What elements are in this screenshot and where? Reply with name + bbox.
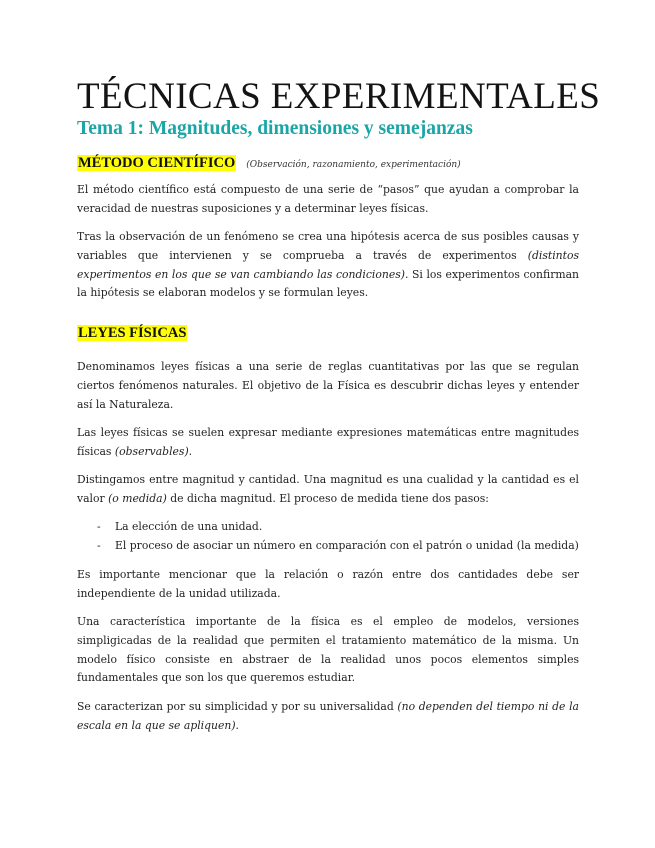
list-item-text: La elección de una unidad. <box>115 520 263 533</box>
list-item <box>77 537 579 556</box>
paragraph-leyes-5: Una característica importante de la física es el empleo de modelos, versiones simpligicadas de la realidad que permiten el tratamiento matemático de la misma. Un modelo físico consiste en abstraer de la realidad unos pocos elementos simples fundamentales que son los que queremos estudiar. <box>77 615 579 685</box>
paragraph-text: Distingamos entre magnitud y cantidad. Una magnitud es una cualidad y la cantidad es el valor <box>77 473 579 505</box>
bullet-list <box>77 518 579 556</box>
paragraph-metodo-2 <box>77 228 579 303</box>
paragraph-leyes-3 <box>77 471 579 509</box>
paragraph-text: Las leyes físicas se suelen expresar mediante expresiones matemáticas entre magnitudes físicas <box>77 426 579 458</box>
list-item-text: El proceso de asociar un número en comparación con el patrón o unidad (la medida) <box>115 538 579 552</box>
paragraph-italic-text: (no dependen del tiempo ni de la escala en la que se apliquen). <box>77 700 579 732</box>
paragraph-italic-text: (distintos experimentos en los que se van cambiando las condiciones). <box>77 248 579 281</box>
paragraph-leyes-1: Denominamos leyes físicas a una serie de reglas cuantitativas por las que se regulan ciertos fenómenos naturales. El objetivo de la Física es descubrir dichas leyes y entender así la Naturaleza. <box>77 360 579 411</box>
highlighted-heading-text: LEYES FÍSICAS <box>78 325 187 341</box>
paragraph-leyes-2 <box>77 424 579 462</box>
highlighted-heading-text: MÉTODO CIENTÍFICO <box>78 155 236 171</box>
paragraph-text: Si los experimentos confirman la hipótesis se elaboran modelos y se formulan leyes. <box>77 267 580 300</box>
paragraph-italic-text: (o medida) <box>108 491 167 505</box>
section-heading-leyes-fisicas <box>77 325 187 342</box>
bullet-dash: - <box>97 520 101 533</box>
heading-note: (Observación, razonamiento, experimentación) <box>246 160 461 170</box>
paragraph-text: Se caracterizan por su simplicidad y por su universalidad <box>77 700 398 713</box>
document-title: TÉCNICAS EXPERIMENTALES <box>77 76 601 117</box>
paragraph-leyes-6 <box>77 698 579 736</box>
bullet-dash: - <box>97 538 101 552</box>
list-item <box>77 518 579 537</box>
section-heading-metodo-cientifico <box>77 155 461 172</box>
paragraph-text: Tras la observación de un fenómeno se crea una hipótesis acerca de sus posibles causas y variables que intervienen y se comprueba a través de experimentos <box>77 230 579 262</box>
document-subtitle: Tema 1: Magnitudes, dimensiones y semejanzas <box>77 118 473 139</box>
paragraph-metodo-1: El método científico está compuesto de una serie de “pasos” que ayudan a comprobar la veracidad de nuestras suposiciones y a determinar leyes físicas. <box>77 183 579 215</box>
paragraph-leyes-4: Es importante mencionar que la relación o razón entre dos cantidades debe ser independiente de la unidad utilizada. <box>77 568 579 600</box>
paragraph-text: de dicha magnitud. El proceso de medida tiene dos pasos: <box>166 491 489 505</box>
paragraph-italic-text: (observables). <box>114 444 193 458</box>
